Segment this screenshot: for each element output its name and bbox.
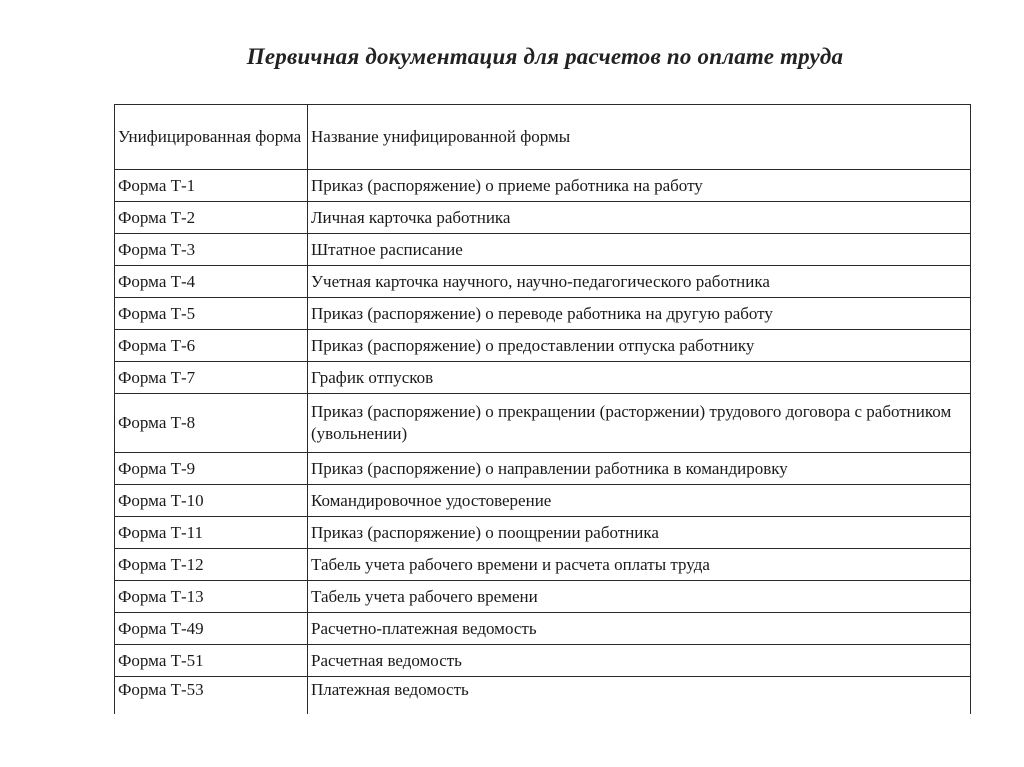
form-name-cell: Учетная карточка научного, научно-педагогического работника [308, 266, 971, 298]
table-row [115, 613, 971, 645]
form-code-cell: Форма Т-53 [115, 677, 308, 715]
form-name-cell: Приказ (распоряжение) о направлении работника в командировку [308, 453, 971, 485]
form-name-cell: Табель учета рабочего времени [308, 581, 971, 613]
table-row [115, 645, 971, 677]
table-row [115, 362, 971, 394]
form-code-cell: Форма Т-6 [115, 330, 308, 362]
table-row [115, 517, 971, 549]
table-row [115, 394, 971, 453]
form-name-cell: Приказ (распоряжение) о прекращении (расторжении) трудового договора с работником (увольнении) [308, 394, 971, 453]
table-row [115, 549, 971, 581]
form-name-cell: Приказ (распоряжение) о приеме работника на работу [308, 170, 971, 202]
form-code-cell: Форма Т-2 [115, 202, 308, 234]
table-row [115, 170, 971, 202]
form-code-cell: Форма Т-10 [115, 485, 308, 517]
form-name-cell: Приказ (распоряжение) о переводе работника на другую работу [308, 298, 971, 330]
form-name-cell: Расчетная ведомость [308, 645, 971, 677]
form-code-cell: Форма Т-13 [115, 581, 308, 613]
form-code-cell: Форма Т-4 [115, 266, 308, 298]
form-name-cell: Командировочное удостоверение [308, 485, 971, 517]
table-row [115, 266, 971, 298]
form-code-cell: Форма Т-7 [115, 362, 308, 394]
form-name-cell: Приказ (распоряжение) о предоставлении отпуска работнику [308, 330, 971, 362]
header-form-code: Унифицированная форма [115, 105, 308, 170]
form-code-cell: Форма Т-11 [115, 517, 308, 549]
form-name-cell: График отпусков [308, 362, 971, 394]
table-row [115, 581, 971, 613]
form-code-cell: Форма Т-49 [115, 613, 308, 645]
table-row [115, 677, 971, 715]
table-row [115, 330, 971, 362]
form-name-cell: Штатное расписание [308, 234, 971, 266]
form-name-cell: Приказ (распоряжение) о поощрении работника [308, 517, 971, 549]
form-name-cell: Платежная ведомость [308, 677, 971, 715]
table-row [115, 485, 971, 517]
form-name-cell: Табель учета рабочего времени и расчета оплаты труда [308, 549, 971, 581]
form-name-cell: Личная карточка работника [308, 202, 971, 234]
form-name-cell: Расчетно-платежная ведомость [308, 613, 971, 645]
table-row [115, 202, 971, 234]
form-code-cell: Форма Т-9 [115, 453, 308, 485]
table-row [115, 234, 971, 266]
form-code-cell: Форма Т-8 [115, 394, 308, 453]
page-title: Первичная документация для расчетов по оплате труда [246, 44, 844, 69]
form-code-cell: Форма Т-1 [115, 170, 308, 202]
form-code-cell: Форма Т-3 [115, 234, 308, 266]
table-row [115, 453, 971, 485]
forms-table [114, 104, 971, 714]
form-code-cell: Форма Т-12 [115, 549, 308, 581]
header-form-name: Название унифицированной формы [308, 105, 971, 170]
table-header-row [115, 105, 971, 170]
form-code-cell: Форма Т-51 [115, 645, 308, 677]
table-row [115, 298, 971, 330]
form-code-cell: Форма Т-5 [115, 298, 308, 330]
